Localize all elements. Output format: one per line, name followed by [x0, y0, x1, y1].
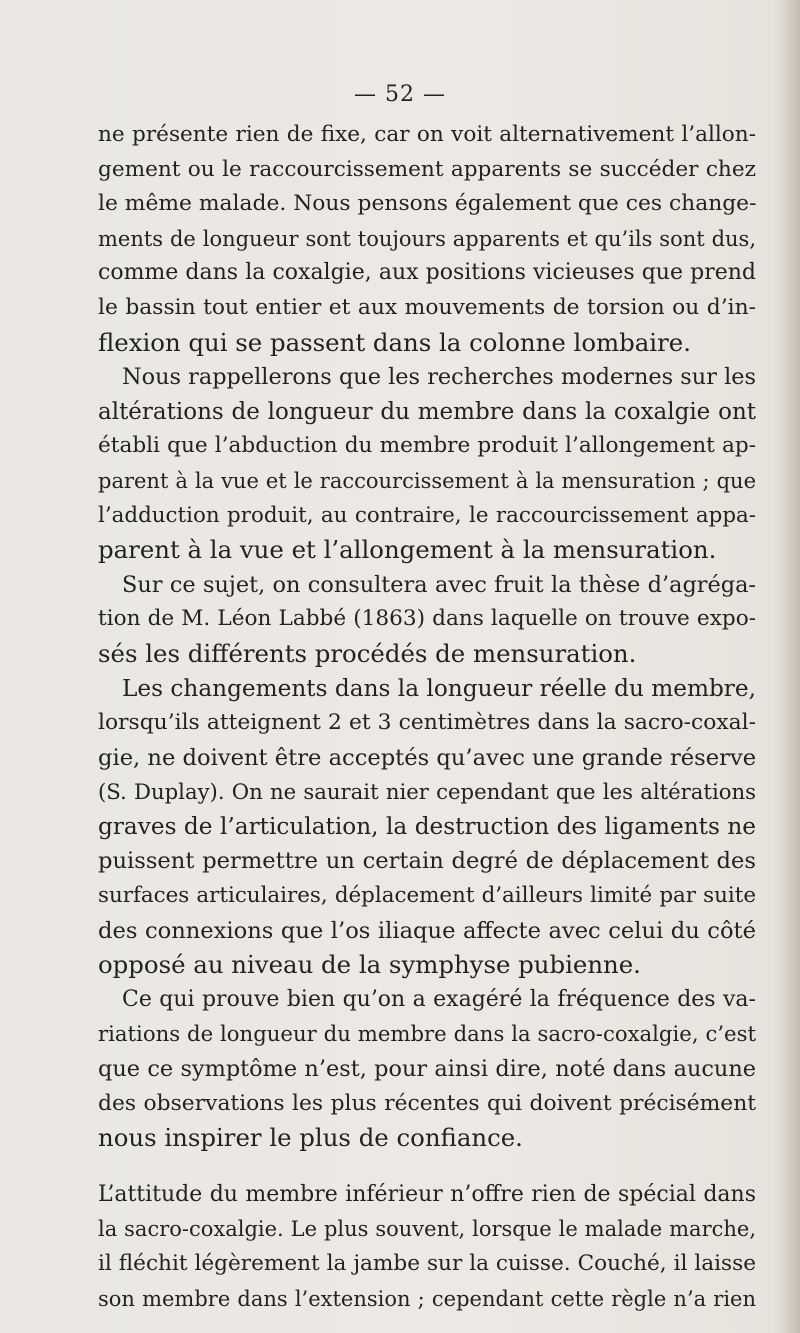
text-line: le bassin tout entier et aux mouvements de torsion ou d’in-	[98, 294, 756, 320]
text-line: des observations les plus récentes qui doivent précisément	[98, 1090, 756, 1116]
text-line: parent à la vue et le raccourcissement à la mensuration ; que	[98, 468, 756, 493]
text-line: puissent permettre un certain degré de déplacement des	[98, 848, 756, 875]
text-line: ne présente rien de fixe, car on voit alternativement l’allon-	[98, 122, 756, 147]
text-line: nous inspirer le plus de confiance.	[98, 1123, 523, 1153]
paragraph-2	[98, 360, 756, 568]
text-line: que ce symptôme n’est, pour ainsi dire, noté dans aucune	[98, 1056, 756, 1083]
text-line: Sur ce sujet, on consultera avec fruit la thèse d’agréga-	[122, 571, 756, 598]
text-line: des connexions que l’os iliaque affecte avec celui du côté	[98, 917, 756, 944]
text-line: gement ou le raccourcissement apparents se succéder chez	[98, 156, 756, 182]
paragraph-6	[98, 1178, 756, 1316]
paragraph-3	[98, 568, 756, 672]
paragraph-1	[98, 118, 756, 360]
text-line: son membre dans l’extension ; cependant cette règle n’a rien	[98, 1286, 756, 1311]
text-line: parent à la vue et l’allongement à la mensuration.	[98, 535, 717, 565]
text-line: ments de longueur sont toujours apparents et qu’ils sont dus,	[98, 226, 756, 251]
text-line: comme dans la coxalgie, aux positions vicieuses que prend	[98, 260, 756, 286]
paragraph-4	[98, 672, 756, 983]
text-line: l’adduction produit, au contraire, le raccourcissement appa-	[98, 502, 756, 528]
page-edge-shadow	[774, 0, 800, 1333]
text-line: altérations de longueur du membre dans la coxalgie ont	[98, 398, 756, 425]
text-line: Les changements dans la longueur réelle du membre,	[122, 674, 756, 702]
text-line: (S. Duplay). On ne saurait nier cependant que les altérations	[98, 779, 756, 805]
text-line: lorsqu’ils atteignent 2 et 3 centimètres dans la sacro-coxal-	[98, 710, 756, 736]
text-line: gie, ne doivent être acceptés qu’avec une grande réserve	[98, 744, 757, 771]
text-line: le même malade. Nous pensons également que ces change-	[98, 191, 757, 217]
text-line: surfaces articulaires, déplacement d’ailleurs limité par suite	[98, 883, 756, 909]
text-line: établi que l’abduction du membre produit l’allongement ap-	[98, 433, 756, 459]
text-line: graves de l’articulation, la destruction des ligaments ne	[98, 812, 756, 840]
text-line: L’attitude du membre inférieur n’offre rien de spécial dans	[98, 1181, 756, 1207]
text-line: opposé au niveau de la symphyse pubienne.	[98, 950, 641, 980]
text-line: il fléchit légèrement la jambe sur la cuisse. Couché, il laisse	[98, 1251, 756, 1276]
paragraph-5	[98, 983, 756, 1156]
section-gap	[98, 1156, 756, 1178]
text-line: la sacro-coxalgie. Le plus souvent, lorsque le malade marche,	[98, 1217, 756, 1242]
text-line: Nous rappellerons que les recherches modernes sur les	[122, 364, 756, 391]
text-line: sés les différents procédés de mensuration.	[98, 638, 637, 668]
text-line: Ce qui prouve bien qu’on a exagéré la fréquence des va-	[122, 986, 756, 1012]
page-number: — 52 —	[354, 82, 446, 107]
text-line: tion de M. Léon Labbé (1863) dans laquelle on trouve expo-	[98, 606, 756, 632]
text-line: flexion qui se passent dans la colonne lombaire.	[98, 327, 691, 357]
text-line: riations de longueur du membre dans la sacro-coxalgie, c’est	[98, 1021, 756, 1047]
body-text	[98, 118, 756, 1316]
